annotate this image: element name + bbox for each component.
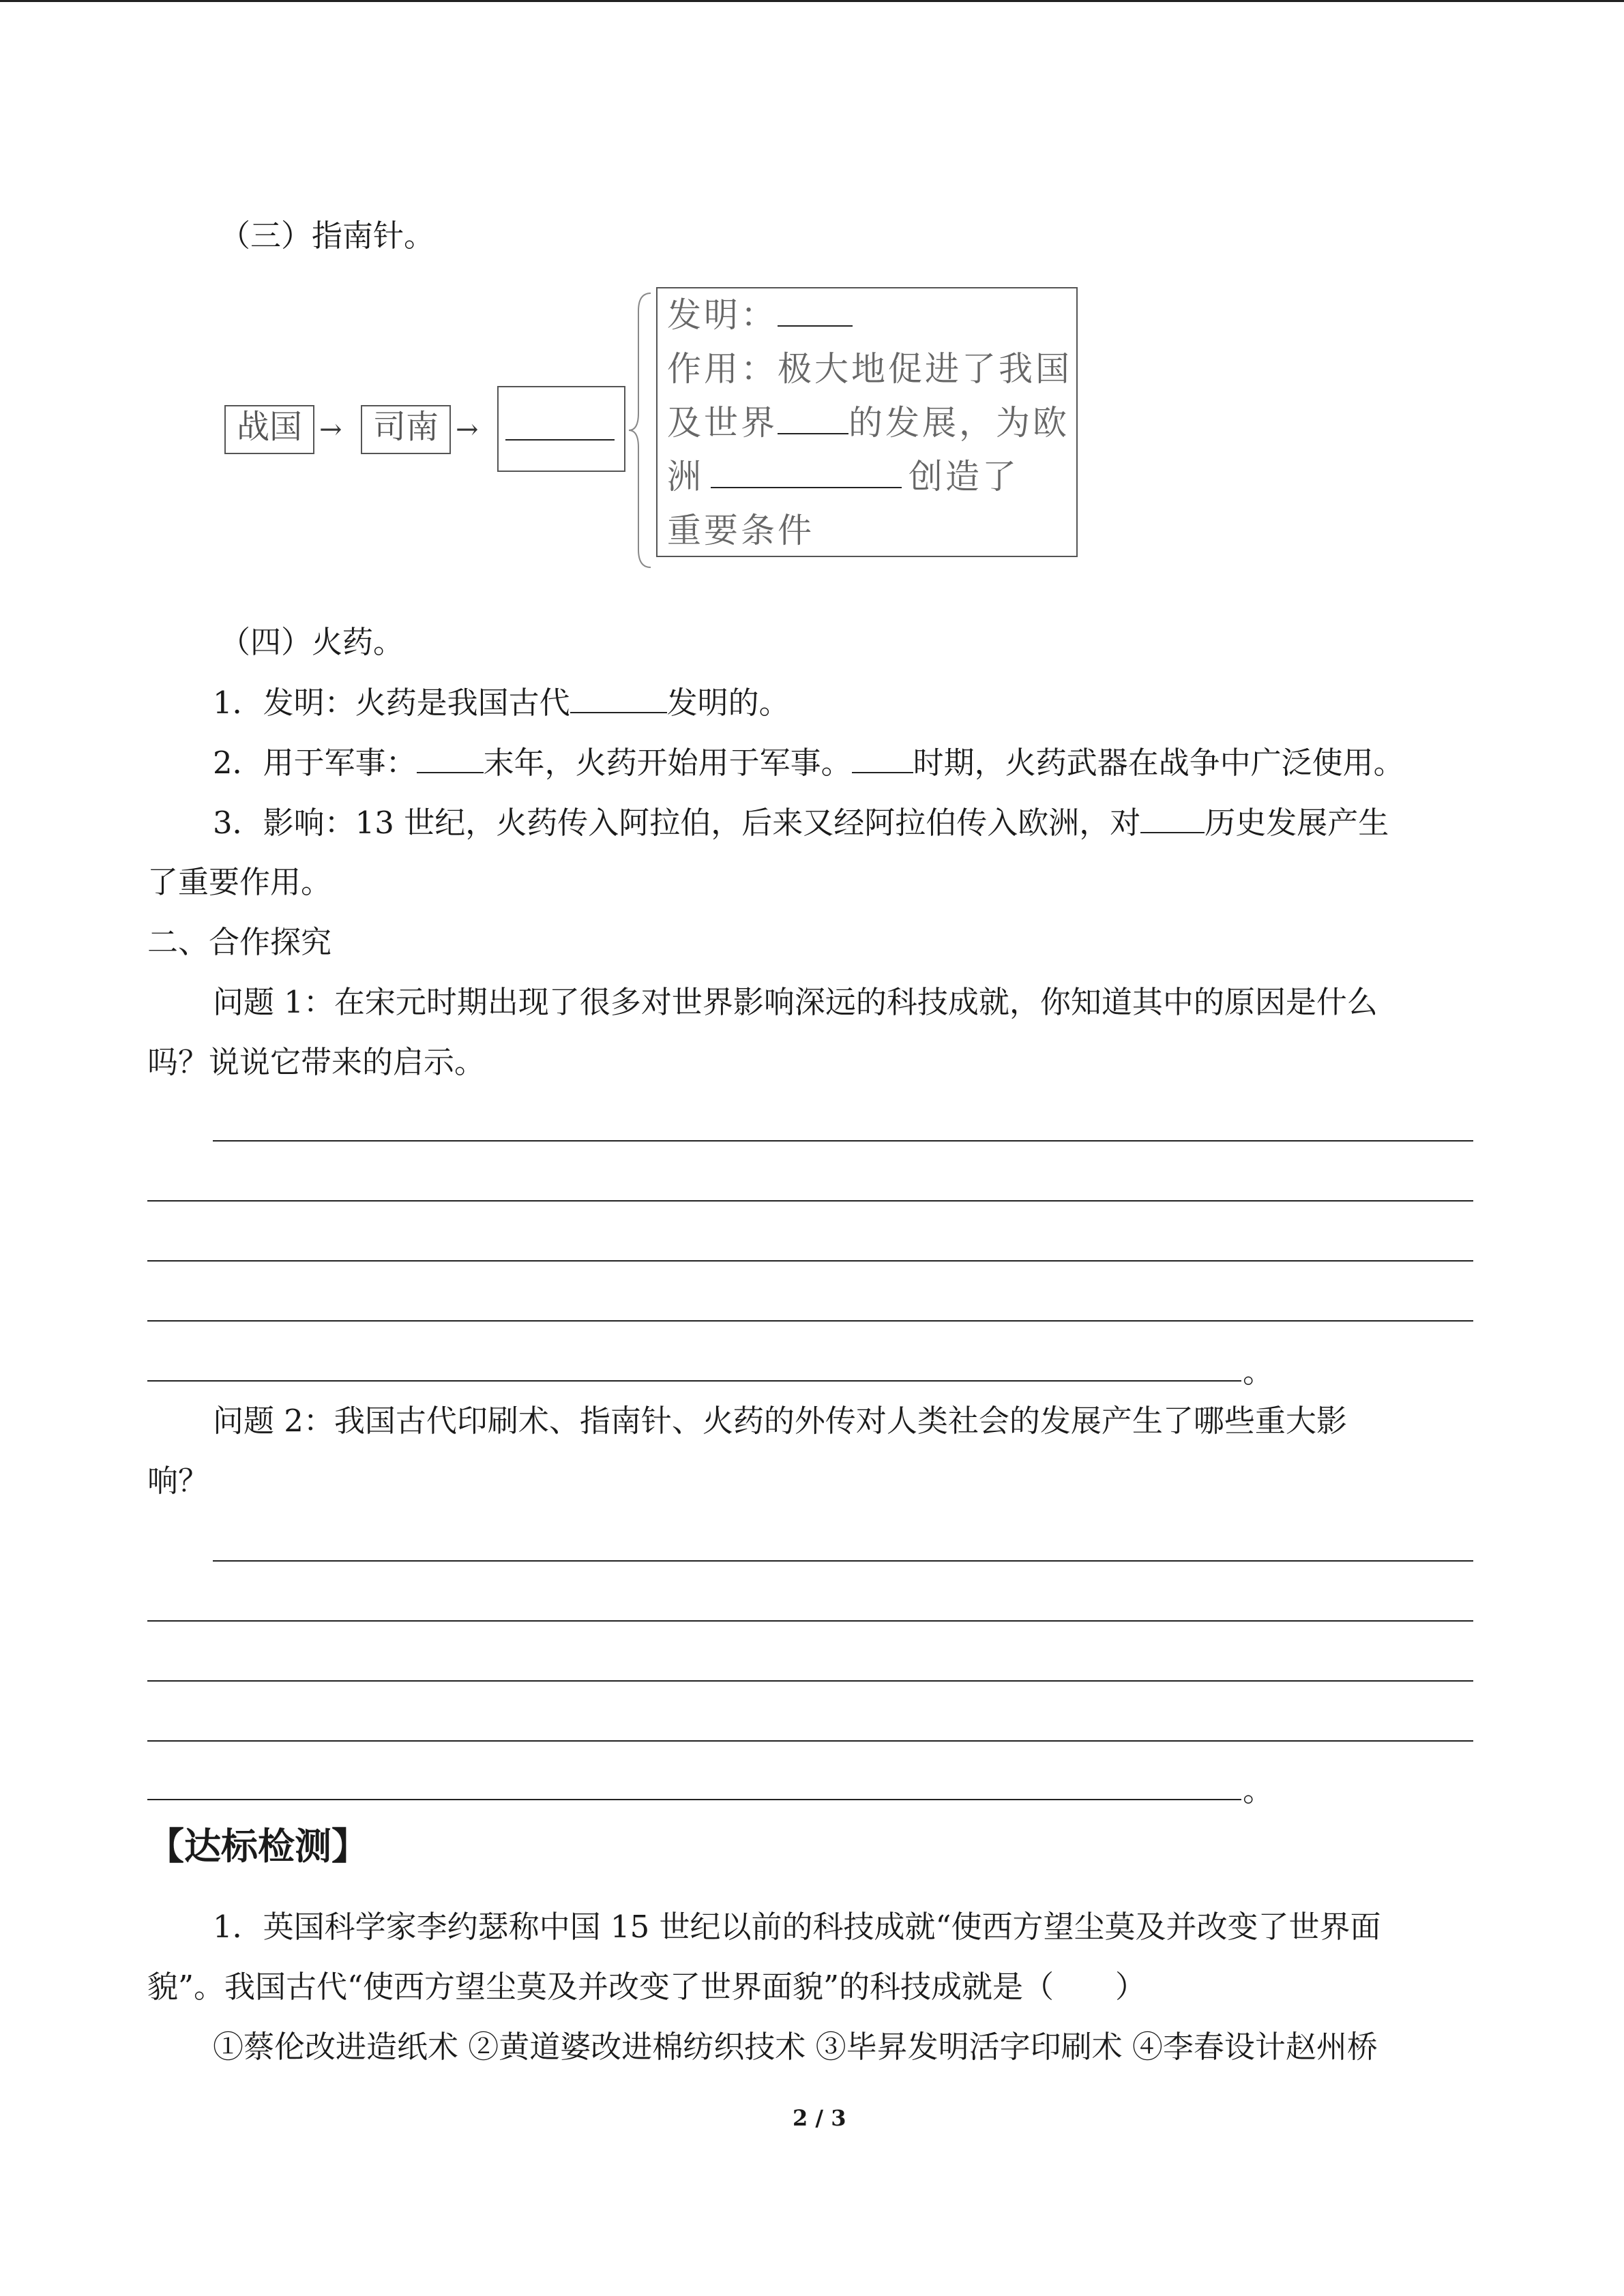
answer-line[interactable] bbox=[147, 1200, 1473, 1202]
answer-line[interactable] bbox=[213, 1560, 1473, 1562]
answer-blank[interactable] bbox=[505, 409, 615, 441]
answer-line[interactable] bbox=[147, 1380, 1241, 1382]
answer-line[interactable] bbox=[147, 1620, 1473, 1622]
invention-blank[interactable] bbox=[778, 295, 853, 327]
top-border-rule bbox=[0, 0, 1624, 2]
section-title-compass: （三）指南针。 bbox=[220, 218, 435, 254]
answer-line[interactable] bbox=[147, 1320, 1473, 1322]
section-title-gunpowder: （四）火药。 bbox=[220, 624, 404, 660]
arrow-icon: → bbox=[456, 414, 479, 445]
question-2-line-1: 问题 2：我国古代印刷术、指南针、火药的外传对人类社会的发展产生了哪些重大影 bbox=[213, 1403, 1347, 1439]
section-title-cooperation: 二、合作探究 bbox=[147, 924, 332, 960]
history-blank[interactable] bbox=[1140, 802, 1205, 833]
detail-role-line: 作用：极大地促进了我国 bbox=[667, 349, 1072, 389]
question-1-line-1: 问题 1：在宋元时期出现了很多对世界影响深远的科技成就，你知道其中的原因是什么 bbox=[213, 984, 1378, 1020]
arrow-icon: → bbox=[319, 414, 342, 445]
answer-line[interactable] bbox=[147, 1260, 1473, 1262]
detail-invention-line: 发明： bbox=[667, 288, 1076, 342]
period-blank[interactable] bbox=[852, 742, 913, 773]
gunpowder-item-1: 1．发明：火药是我国古代 发明的。 bbox=[213, 682, 790, 724]
test-heading: 【达标检测】 bbox=[147, 1824, 368, 1868]
test-question-1-line-2: 貌”。我国古代“使西方望尘莫及并改变了世界面貌”的科技成就是（ ） bbox=[147, 1969, 1147, 2005]
detail-role-line-2: 及世界 的发展，为欧 bbox=[667, 403, 1069, 443]
brace-icon bbox=[626, 290, 653, 570]
inventor-blank[interactable] bbox=[570, 682, 667, 713]
answer-line[interactable] bbox=[213, 1140, 1473, 1142]
answer-line[interactable] bbox=[147, 1740, 1473, 1742]
answer-period: 。 bbox=[1243, 1354, 1274, 1390]
answer-period: 。 bbox=[1243, 1772, 1274, 1808]
question-2-line-2: 响？ bbox=[147, 1463, 209, 1499]
diagram-box-warring-states: 战国 bbox=[224, 405, 314, 454]
answer-line[interactable] bbox=[147, 1799, 1241, 1800]
compass-detail-box bbox=[656, 287, 1078, 557]
question-1-line-2: 吗？说说它带来的启示。 bbox=[147, 1044, 486, 1080]
detail-role-line-3: 洲 创造了 bbox=[667, 457, 1019, 496]
page-number: 2 / 3 bbox=[793, 2105, 846, 2131]
test-question-1-options: ①蔡伦改进造纸术 ②黄道婆改进棉纺织技术 ③毕昇发明活字印刷术 ④李春设计赵州桥 bbox=[213, 2029, 1378, 2065]
test-question-1-line-1: 1．英国科学家李约瑟称中国 15 世纪以前的科技成就“使西方望尘莫及并改变了世界面 bbox=[213, 1909, 1381, 1945]
diagram-box-sinan: 司南 bbox=[361, 405, 451, 454]
world-blank[interactable] bbox=[778, 403, 848, 434]
dynasty-end-blank[interactable] bbox=[417, 742, 484, 773]
gunpowder-item-3: 3．影响：13 世纪，火药传入阿拉伯，后来又经阿拉伯传入欧洲，对 历史发展产生 bbox=[213, 802, 1389, 844]
detail-role-line-4: 重要条件 bbox=[667, 511, 814, 550]
diagram-box-answer bbox=[497, 386, 625, 472]
gunpowder-item-3-cont: 了重要作用。 bbox=[147, 864, 332, 900]
gunpowder-item-2: 2．用于军事： 末年，火药开始用于军事。 时期，火药武器在战争中广泛使用。 bbox=[213, 742, 1404, 784]
europe-blank[interactable] bbox=[711, 457, 902, 488]
answer-line[interactable] bbox=[147, 1680, 1473, 1682]
